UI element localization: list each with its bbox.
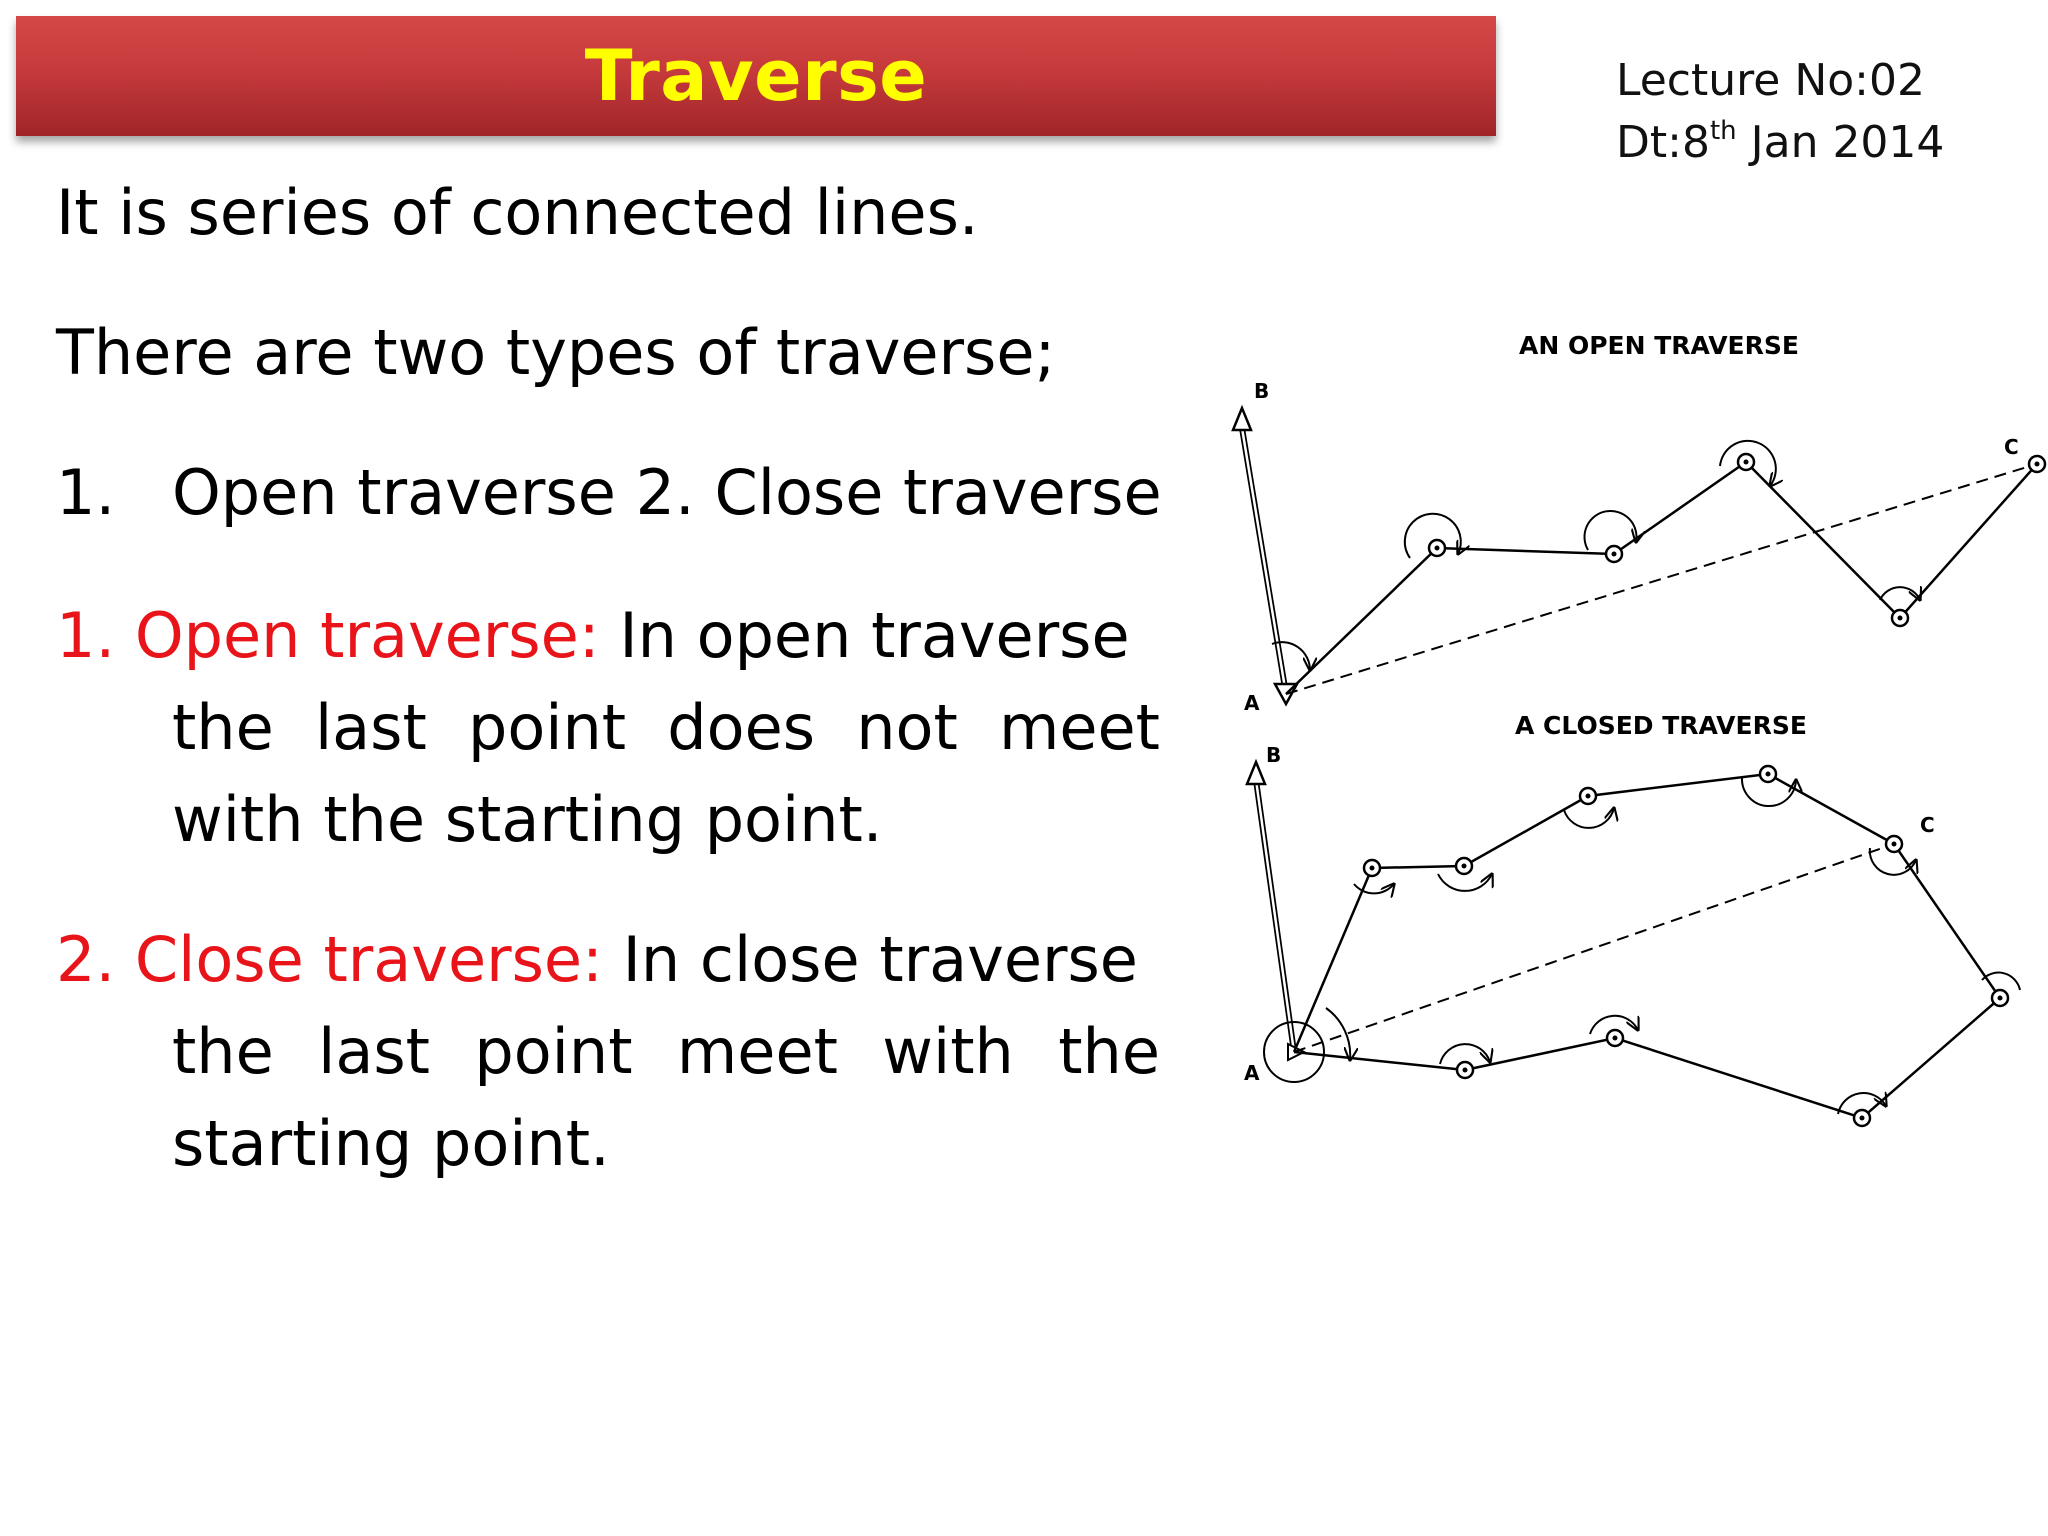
closed-label-c: C bbox=[1920, 813, 1935, 837]
closed-traverse-figure bbox=[1244, 711, 2020, 1126]
slide-title: Traverse bbox=[584, 35, 928, 117]
date-suffix: Jan 2014 bbox=[1736, 117, 1945, 168]
types-list-item bbox=[56, 456, 1166, 529]
list-text: Open traverse 2. Close traverse bbox=[172, 456, 1162, 529]
traverse-diagram bbox=[1230, 318, 2048, 1138]
date-superscript: th bbox=[1709, 116, 1737, 146]
closed-station-b-triangle bbox=[1247, 762, 1265, 784]
close-traverse-label: 2. Close traverse: bbox=[56, 923, 603, 996]
open-traverse-label: 1. Open traverse: bbox=[56, 599, 600, 672]
definition-line: It is series of connected lines. bbox=[56, 176, 979, 249]
closed-diagonal-line bbox=[1294, 844, 1894, 1052]
open-stations bbox=[1429, 454, 2045, 626]
open-label-a: A bbox=[1244, 691, 1260, 715]
open-angle-arc-4 bbox=[1880, 587, 1920, 600]
closed-stations bbox=[1364, 766, 2008, 1126]
lecture-info bbox=[1616, 50, 1944, 174]
closed-label-b: B bbox=[1266, 743, 1282, 767]
types-intro-line: There are two types of traverse; bbox=[56, 316, 1056, 389]
close-traverse-text-rest: the last point meet with the starting point. bbox=[172, 1015, 1160, 1180]
closed-angle-arc-1 bbox=[1354, 884, 1394, 893]
open-closing-line bbox=[1286, 464, 2037, 694]
closed-traverse-title: A CLOSED TRAVERSE bbox=[1515, 711, 1807, 740]
closed-label-a: A bbox=[1244, 1061, 1260, 1085]
closed-traverse-legs bbox=[1294, 774, 2000, 1118]
open-label-c: C bbox=[2004, 435, 2019, 459]
closed-angle-arc-3 bbox=[1564, 808, 1614, 828]
closed-angle-arc-a bbox=[1326, 1008, 1350, 1060]
open-traverse-text-start: In open traverse bbox=[619, 599, 1130, 672]
close-traverse-text-start: In close traverse bbox=[622, 923, 1138, 996]
lecture-date bbox=[1616, 112, 1944, 174]
date-prefix: Dt:8 bbox=[1616, 117, 1710, 168]
open-label-b: B bbox=[1254, 379, 1270, 403]
close-traverse-paragraph bbox=[56, 914, 1160, 1190]
open-traverse-paragraph bbox=[56, 590, 1160, 866]
title-bar bbox=[16, 16, 1496, 136]
closed-angle-arc-2 bbox=[1438, 874, 1492, 891]
open-traverse-title: AN OPEN TRAVERSE bbox=[1519, 331, 1799, 360]
open-traverse-text-rest: the last point does not meet with the starting point. bbox=[172, 691, 1160, 856]
open-traverse-figure bbox=[1233, 331, 2045, 715]
list-number: 1. bbox=[56, 456, 116, 529]
lecture-number: Lecture No:02 bbox=[1616, 55, 1925, 106]
open-station-b-triangle bbox=[1233, 408, 1251, 430]
